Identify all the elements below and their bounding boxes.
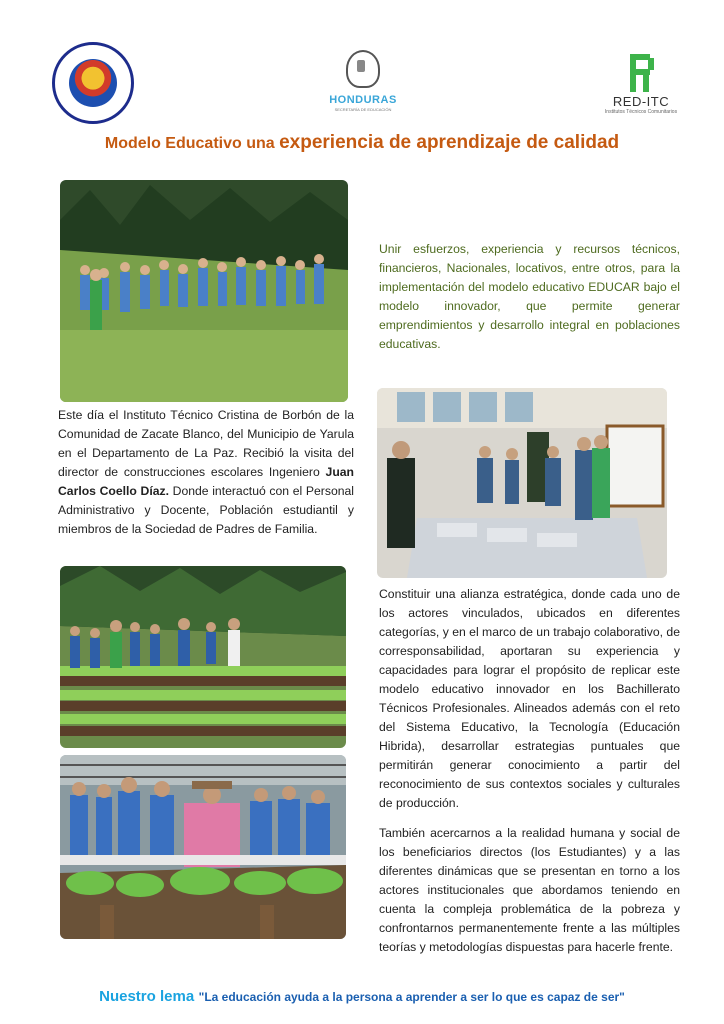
red-itc-sub: Institutos Técnicos Comunitarios xyxy=(604,109,678,115)
coat-of-arms-icon xyxy=(346,50,380,88)
motto xyxy=(0,988,724,1006)
title-part-2: experiencia de aprendizaje de calidad xyxy=(279,132,620,153)
reality-paragraph: También acercarnos a la realidad humana y social de los beneficiarios directos (los Estudiantes) y a las diferentes dinámicas que se presentan en torno a los actores institucionales que abordamos teniendo en cuenta la compleja problemática de la pobreza y confrontarnos permanentemente frente a las múltiples teorías y metodologías dispuestas para hacerle frente. xyxy=(379,826,680,954)
title-part-1: Modelo Educativo una xyxy=(104,135,280,152)
honduras-logo-sub: SECRETARÍA DE EDUCACIÓN xyxy=(334,107,392,112)
motto-quote: "La educación ayuda a la persona a aprender a ser lo que es capaz de ser" xyxy=(198,990,625,1004)
visit-text-4: Donde interactuó con el Personal Administrativo y Docente, Población estudiantil y miembros de la Sociedad de Padres de Familia. xyxy=(58,484,355,536)
visit-text-1: Este día el Instituto Técnico Cristina de Borbón de la Comunidad de Zacate Blanco, del Municipio de Yarula en el Departamento de La Paz. Recibió la visita del xyxy=(58,408,354,460)
visitor-name: Juan Carlos Coello Díaz. xyxy=(58,465,354,498)
red-itc-logo xyxy=(598,54,684,124)
visit-text-2: director de construcciones escolares Ingeniero xyxy=(58,465,326,479)
photo-hydroponics xyxy=(60,755,346,939)
page-title xyxy=(0,132,724,154)
photo-garden-rows xyxy=(60,566,346,748)
institute-logo xyxy=(52,42,134,124)
honduras-logo xyxy=(318,50,408,120)
institute-emblem-icon xyxy=(69,59,117,107)
intro-paragraph: Unir esfuerzos, experiencia y recursos técnicos, financieros, Nacionales, locativos, entre otros, para la implementación del modelo educativo EDUCAR bajo el modelo innovador, que permite generar emprendimientos y desarrollo integral en poblaciones educativas. xyxy=(379,242,680,351)
photo-group-hillside xyxy=(60,180,348,402)
photo-meeting-room xyxy=(377,388,667,578)
motto-label: Nuestro lema xyxy=(99,988,195,1005)
honduras-logo-name: HONDURAS xyxy=(329,94,397,106)
visit-paragraph xyxy=(58,406,354,539)
alliance-paragraph: Constituir una alianza estratégica, donde cada uno de los actores vinculados, ubicados en diferentes categorías, y en el marco de un trabajo colaborativo, de corresponsabilidad, aportaran su experiencia y capacidades para lograr el propósito de replicar este modelo educativo innovador en los Bachillerato Técnicos Profesionales. Alineados además con el reto del Sistema Educativo, la Tecnología (Educación Hibrida), desarrollar estrategias puntuales que permitirán generar conocimiento a partir del reconocimiento de sus contextos sociales y culturales de producción. xyxy=(379,587,680,810)
red-itc-name: RED-ITC xyxy=(612,94,670,109)
red-itc-r-icon xyxy=(626,54,656,92)
